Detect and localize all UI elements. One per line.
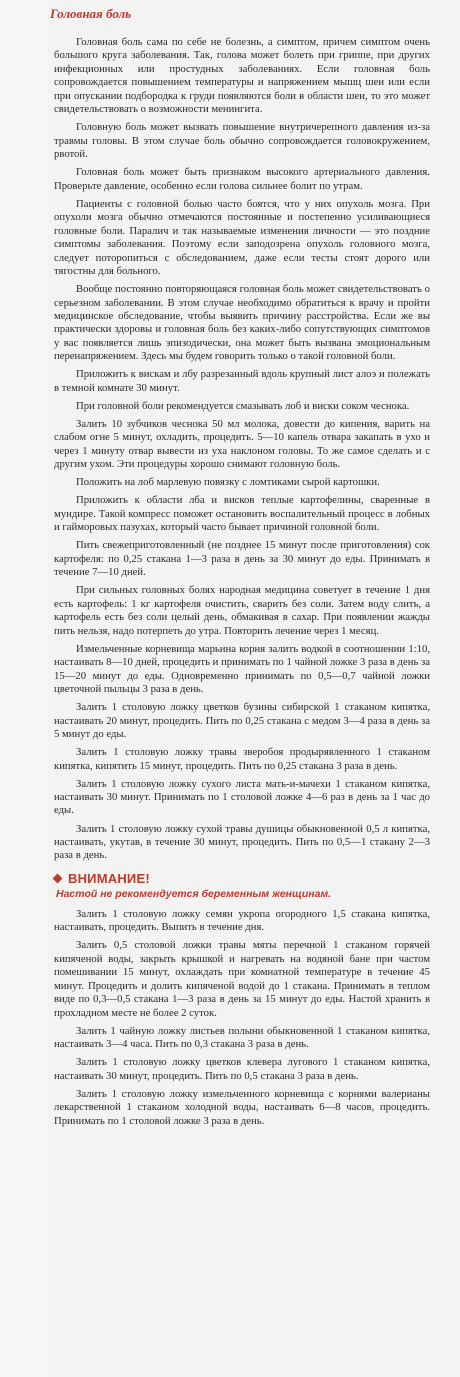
paragraph: Пациенты с головной болью часто боятся, что у них опухоль мозга. При опухоли мозга обычно отмечаются постоянные и постепенно усиливающиеся головные боли. Паралич и так называемые изменения личности — это поздние симптомы заболевания. Поэтому если заподозрена опухоль головного мозга, следует поторопиться с обследованием, даже если тесты стоят дорого или тягостны для больного. [54,197,430,278]
paragraph: Залить 1 столовую ложку цветков клевера лугового 1 стаканом кипятка, настаивать 30 минут, процедить. Пить по 0,5 стакана 3 раза в день. [54,1056,430,1082]
paragraph: Залить 0,5 столовой ложки травы мяты перечной 1 стаканом горячей кипяченой воды, закрыть крышкой и нагревать на водяной бане при частом помешивании 15 минут, охлаждать при комнатной температуре в течение 45 минут. Процедить и долить кипяченой водой до 1 стакана. Принимать в теплом виде по 0,3—0,5 стакана 1—3 раза в день за 15 минут до еды. Настой хранить в прохладном месте не более 2 суток. [54,939,430,1019]
document-title: Головная боль [50,6,132,21]
paragraphs-top [54,36,430,863]
paragraph: При головной боли рекомендуется смазывать лоб и виски соком чеснока. [76,399,410,412]
warning-heading [52,871,430,886]
paragraph: Положить на лоб марлевую повязку с ломтиками сырой картошки. [76,476,380,489]
paragraph: Залить 1 столовую ложку цветков бузины сибирской 1 стаканом кипятка, настаивать 20 минут, процедить. Пить по 0,25 стакана с медом 3—4 раза в день за 5 минут до еды. [54,701,430,741]
paragraph: Залить 1 столовую ложку измельченного корневища с корнями валерианы лекарственной 1 стаканом холодной воды, настаивать 6—8 часов, процедить. Принимать по 1 столовой ложке 3 раза в день. [54,1087,430,1127]
paragraph: Приложить к вискам и лбу разрезанный вдоль крупный лист алоэ и полежать в темной комнате 30 минут. [54,368,430,394]
warning-title: ВНИМАНИЕ! [68,870,150,886]
paragraph: Залить 10 зубчиков чеснока 50 мл молока, довести до кипения, варить на слабом огне 5 минут, охладить, процедить. 5—10 капель отвара закапать в ухо и через 1 минуту отвар вывести из уха наклоном головы. То же самое сделать и с другим ухом. Эти процедуры хорошо снимают головную боль. [54,417,430,471]
paragraph: Головная боль сама по себе не болезнь, а симптом, причем симптом очень большого круга заболевания. Так, голова может болеть при гриппе, при других инфекционных или простудных заболеваниях. Если головная боль сопровождается повышением температуры и напряжением мышц шеи или если при опускании подбородка к груди появляются боли в области шеи, то это может свидетельствовать о возможности менингита. [54,36,430,116]
paragraph: Залить 1 столовую ложку сухого листа мать-и-мачехи 1 стаканом кипятка, настаивать 30 минут. Принимать по 1 столовой ложке 4—6 раз в день за 1 час до еды. [54,777,430,817]
diamond-bullet-icon [53,873,63,883]
paragraph: Головная боль может быть признаком высокого артериального давления. Проверьте давление, особенно если голова сильнее болит по утрам. [54,166,430,192]
paragraph: Пить свежеприготовленный (не позднее 15 минут после приготовления) сок картофеля: по 0,25 стакана 1—3 раза в день за 30 минут до еды. Принимать в течение 7—10 дней. [54,539,430,579]
warning-box [52,871,430,900]
paragraph: Приложить к области лба и висков теплые картофелины, сваренные в мундире. Такой компресс поможет остановить воспалительный процесс в лобных и гайморовых пазухах, который часто бывает причиной головной боли. [54,494,430,534]
paragraph: Головную боль может вызвать повышение внутричерепного давления из-за травмы головы. В этом случае боль обычно сопровождается головокружением, рвотой. [54,121,430,161]
paragraph: При сильных головных болях народная медицина советует в течение 1 дня есть картофель: 1 кг картофеля очистить, сварить без соли. Затем воду слить, а картофель есть без соли целый день, обмакивая в сахар. При появлении жажды пить нельзя, надо потерпеть до утра. Повторить лечение через 1 месяц. [54,584,430,637]
paragraph: Залить 1 столовую ложку сухой травы душицы обыкновенной 0,5 л кипятка, настаивать, укутав, в течение 30 минут, процедить. Пить по 0,5—1 стакану 2—3 раза в день. [54,822,430,862]
warning-text: Настой не рекомендуется беременным женщинам. [56,887,332,900]
paragraph: Вообще постоянно повторяющаяся головная боль может свидетельствовать о серьезном заболевании. В этом случае необходимо обратиться к врачу и пройти медицинское обследование, чтобы выявить причину расстройства. Если же вы практически здоровы и головная боль без каких-либо сопутствующих симптомов у вас появляется лишь эпизодически, она может быть вызвана эмоциональным перенапряжением. Здесь мы будем говорить только о такой головной боли. [54,283,430,363]
paragraph: Измельченные корневища марьина корня залить водкой в соотношении 1:10, настаивать 8—10 дней, процедить и принимать по 1 чайной ложке 3 раза в день за 15—20 минут до еды. Одновременно принимать по 0,5—0,7 чайной ложки цветочной пыльцы 3 раза в день. [54,642,430,696]
paragraph: Залить 1 столовую ложку семян укропа огородного 1,5 стакана кипятка, настаивать, процедить. Выпить в течение дня. [54,907,430,934]
paragraph: Залить 1 столовую ложку травы зверобоя продырявленного 1 стаканом кипятка, кипятить 15 минут, процедить. Пить по 0,25 стакана 3 раза в день. [54,746,430,772]
paragraphs-bottom [54,908,430,1128]
paragraph: Залить 1 чайную ложку листьев полыни обыкновенной 1 стаканом кипятка, настаивать 3—4 часа. Пить по 0,3 стакана 3 раза в день. [54,1024,430,1051]
